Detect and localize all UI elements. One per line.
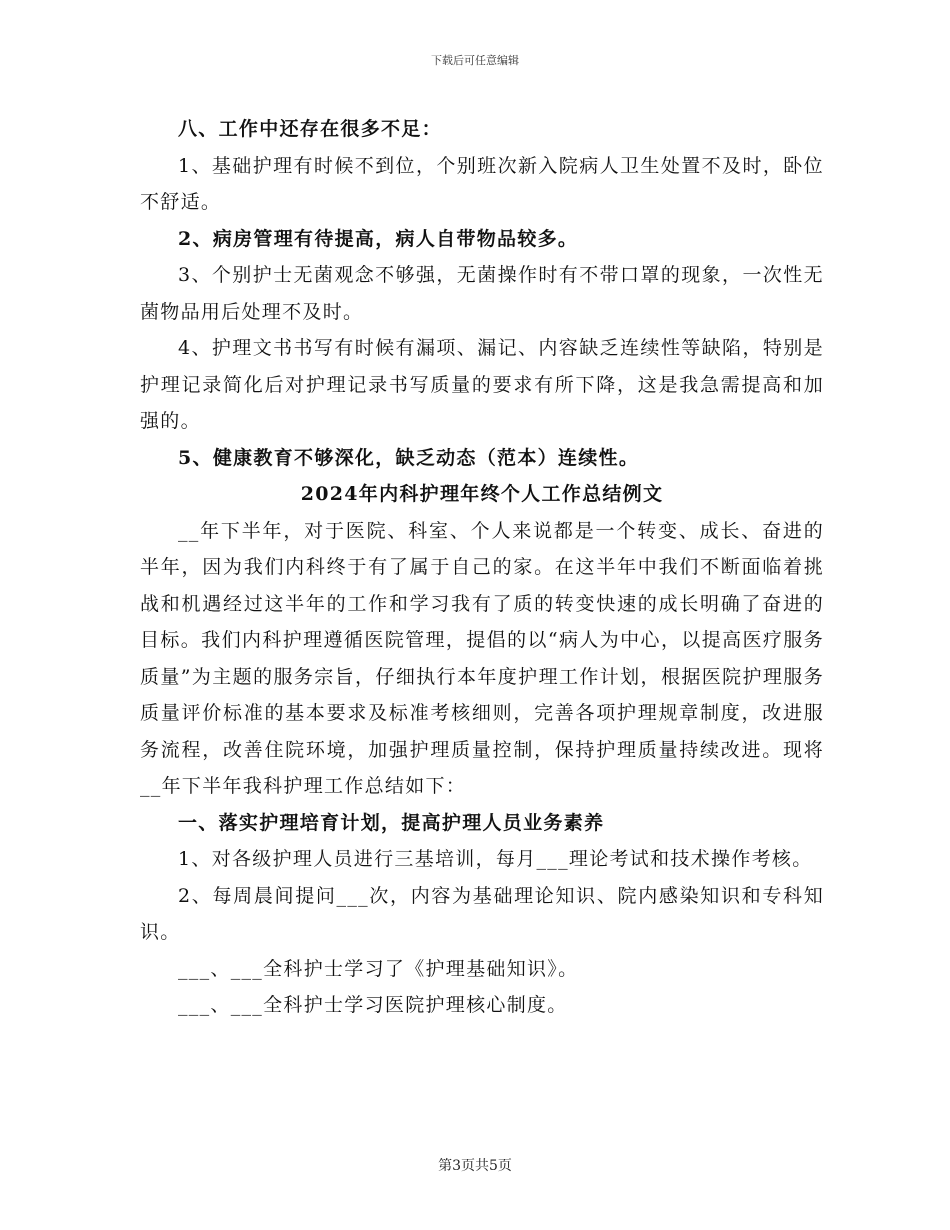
- paragraph: 1、对各级护理人员进行三基培训，每月___理论考试和技术操作考核。: [178, 848, 813, 870]
- page-footer: 第3页共5页: [438, 1158, 512, 1174]
- paragraph: 2、每周晨间提问___次，内容为基础理论知识、院内感染知识和专科知识。: [140, 884, 824, 943]
- document-title: 2024年内科护理年终个人工作总结例文: [300, 483, 664, 505]
- bold-paragraph: 5、健康教育不够深化，缺乏动态（范本）连续性。: [178, 446, 640, 469]
- paragraph: 4、护理文书书写有时候有漏项、漏记、内容缺乏连续性等缺陷，特别是护理记录简化后对护理记录书写质量的要求有所下降，这是我急需提高和加强的。: [140, 337, 824, 432]
- paragraph: 3、个别护士无菌观念不够强，无菌操作时有不带口罩的现象，一次性无菌物品用后处理不及时。: [140, 264, 824, 323]
- document-body: [140, 111, 824, 1024]
- paragraph: __年下半年，对于医院、科室、个人来说都是一个转变、成长、奋进的半年，因为我们内科终于有了属于自己的家。在这半年中我们不断面临着挑战和机遇经过这半年的工作和学习我有了质的转变快速的成长明确了奋进的目标。我们内科护理遵循医院管理，提倡的以“病人为中心，以提高医疗服务质量”为主题的服务宗旨，仔细执行本年度护理工作计划，根据医院护理服务质量评价标准的基本要求及标准考核细则，完善各项护理规章制度，改进服务流程，改善住院环境，加强护理质量控制，保持护理质量持续改进。现将__年下半年我科护理工作总结如下：: [140, 519, 824, 797]
- paragraph: ___、___全科护士学习医院护理核心制度。: [178, 994, 568, 1016]
- section-heading: 八、工作中还存在很多不足：: [178, 118, 442, 140]
- paragraph: 1、基础护理有时候不到位，个别班次新入院病人卫生处置不及时，卧位不舒适。: [140, 154, 824, 213]
- page-header: 下载后可任意编辑: [431, 54, 519, 67]
- paragraph: ___、___全科护士学习了《护理基础知识》。: [178, 957, 579, 980]
- section-heading: 一、落实护理培育计划，提高护理人员业务素养: [178, 811, 605, 834]
- bold-paragraph: 2、病房管理有待提高，病人自带物品较多。: [178, 227, 579, 250]
